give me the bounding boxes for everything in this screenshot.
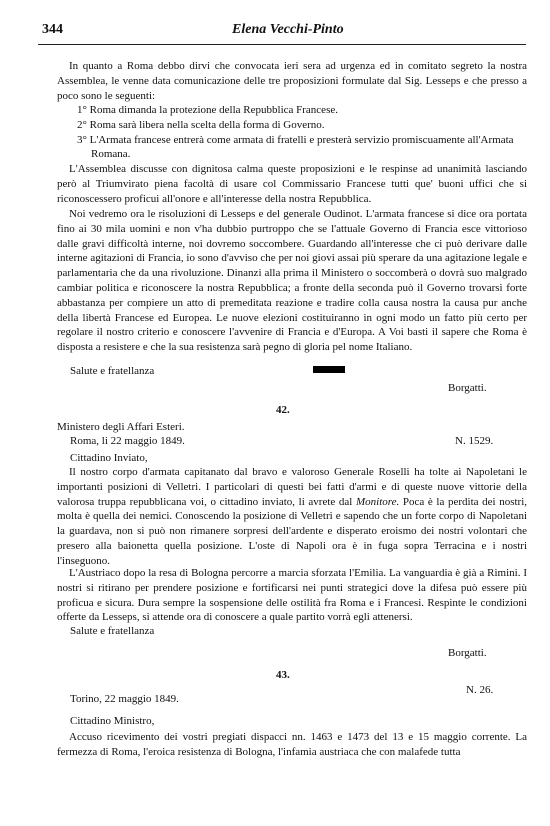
letter-41-signature: Borgatti. [448,382,487,394]
header-rule [38,44,526,45]
letter-42-text-b: Poca è la perdita dei nostri, molta è quella dei nemici. Conoscendo la posizione di Velletri e sapendo che un forte corpo di Napoletani la guardava, non si può non rimanere sorpresi dell'ardente e disperato eroismo dei nostri volontari che presero alla baionetta quella posizione. L'oste di Napoli ora è in fuga sopra Terracina e i nostri l'inseguono. [57,495,527,567]
letter-42-salutation: Cittadino Inviato, [70,452,148,464]
letter-43-number: 43. [276,669,290,681]
proposition-list [77,103,527,162]
letter-42-paragraph-2: L'Austriaco dopo la resa di Bologna percorre a marcia sforzata l'Emilia. La vanguardia è già a Rimini. I nostri si ritirano per prendere posizione e fortificarsi nei punti strategici dove la difesa può essere più proficua e sicura. Dura sempre la sospensione delle ostilità fra Roma e i Francesi. Respinte le condizioni offerte da Lesseps, si attende ora di conoscere a quale partito vorrà egli attenersi. [57,567,527,624]
letter-41-intro: In quanto a Roma debbo dirvi che convocata ieri sera ad urgenza ed in comitato segreto la nostra Assemblea, le venne data comunicazione delle tre proposizioni formulate dal Sig. Lesseps e che presso a poco sono le seguenti: [57,60,527,102]
letter-43-body: Accuso ricevimento dei vostri pregiati dispacci nn. 1463 e 1473 del 13 e 15 maggio corrente. La fermezza di Roma, l'eroica resistenza di Bologna, l'infamia austriaca che con malafede tutta [57,731,527,758]
proposition-item-3: 3° L'Armata francese entrerà come armata di fratelli e presterà servizio promiscuamente all'Armata Romana. [77,133,514,161]
letter-42-addressee: Ministero degli Affari Esteri. [57,421,185,433]
monitore-reference: Monitore. [355,495,400,508]
page-header [0,22,550,44]
letter-43-place-date: Torino, 22 maggio 1849. [70,693,179,705]
letter-41-paragraph-3: Noi vedremo ora le risoluzioni di Lesseps e del generale Oudinot. L'armata francese si dice ora portata fino ai 30 mila uomini e non v'ha dubbio purtroppo che se l'attuale Governo di Francia esce vittorioso dalle gravi difficoltà interne, noi dovremo soccombere. Guardando all'interesse che ci può derivare dalle interne agitazioni di Francia, io sono d'avviso che per noi giovi assai più sperare da una agitazione legale e parlamentaria che da una rivoluzione. Dinanzi alla prima il Ministero o soccomberà o dovrà suo malgrado cambiar politica e riconoscere la nostra Repubblica; a fronte della seconda può il Governo trovarsi forte abbastanza per compiere un atto di premeditata reazione e tradire colla causa nostra la causa pur anche della libertà Francese ed Europea. Le nuove elezioni costituiranno in ogni modo un fatto più certo per regolare il nostro criterio e conoscere l'avvenire di Francia e d'Europa. A Voi basti il sapere che Roma è disposta a resistere e che la sua resistenza sarà pegno di gloria pel nome Italiano. [57,208,527,354]
letter-42-paragraph-1 [57,465,527,569]
letter-42-reference: N. 1529. [455,435,494,447]
letter-41-closing: Salute e fratellanza [70,365,155,377]
proposition-item-1: 1° Roma dimanda la protezione della Repubblica Francese. [77,104,338,116]
letter-42-date: Roma, li 22 maggio 1849. [70,435,185,447]
letter-42-text-a: Il nostro corpo d'armata capitanato dal bravo e valoroso Generale Roselli ha tolte ai Napoletani le importanti posizioni di Velletri. I particolari di questi bei fatti d'armi e di queste nuove vittorie della valorosa truppa repubblicana voi, o cittadino inviato, li avrete dal [57,466,527,508]
page-number: 344 [42,22,63,37]
letter-41-paragraph-2: L'Assemblea discusse con dignitosa calma queste proposizioni e le respinse ad unanimità lasciando però al Triumvirato piena facoltà di usare col Commissario Francese tutti que' buoni uffici che si riconoscessero proficui all'onore e all'interesse della nostra Repubblica. [57,163,527,205]
letter-42-number: 42. [276,404,290,416]
redaction-mark [313,366,345,373]
running-title: Elena Vecchi-Pinto [232,22,344,37]
letter-42-closing: Salute e fratellanza [70,625,155,637]
letter-42-signature: Borgatti. [448,647,487,659]
proposition-item-2: 2° Roma sarà libera nella scelta della forma di Governo. [77,118,325,131]
letter-43-reference: N. 26. [466,684,494,696]
letter-43-salutation: Cittadino Ministro, [70,715,155,727]
